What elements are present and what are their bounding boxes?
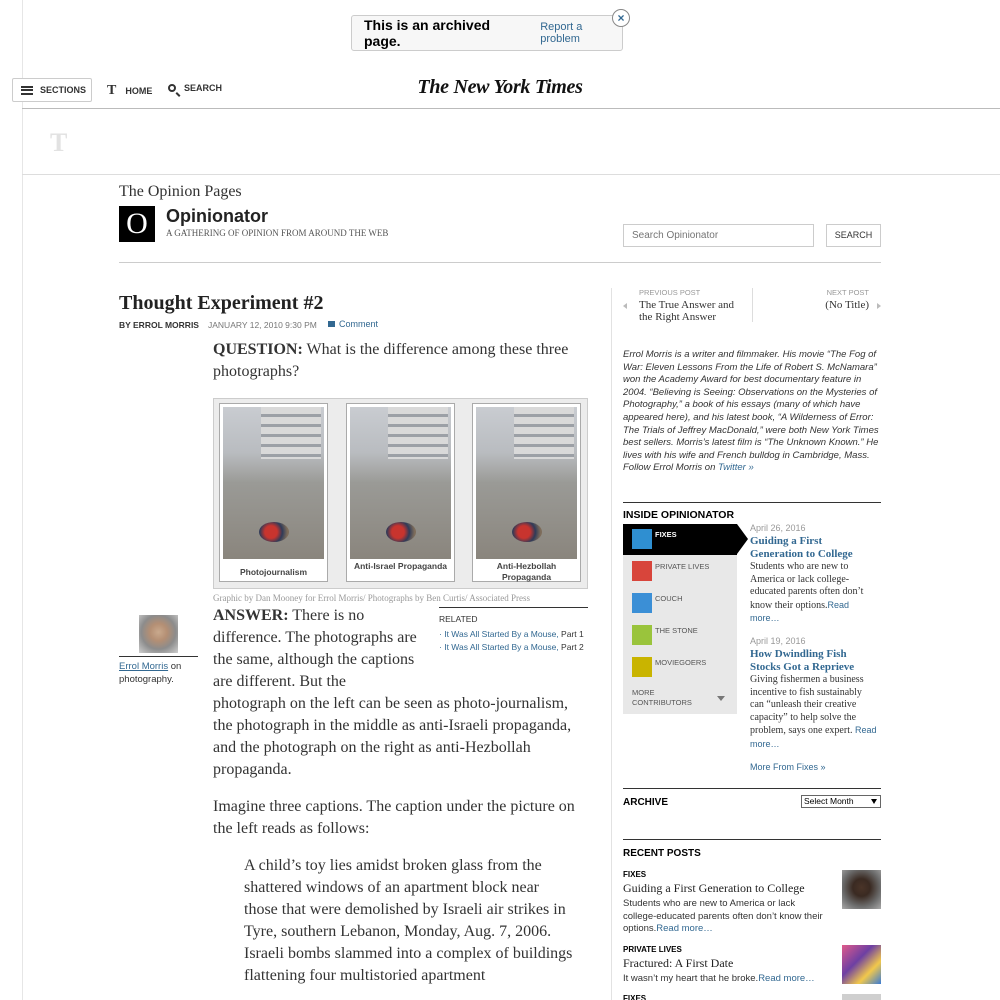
photo-image xyxy=(350,407,451,559)
next-post-title: (No Title) xyxy=(825,299,869,311)
author-suffix: on photography. xyxy=(119,661,182,685)
category-label: COUCH xyxy=(655,594,683,603)
category-private-lives[interactable] xyxy=(623,556,737,587)
related-title: RELATED xyxy=(439,614,478,624)
category-the-stone[interactable] xyxy=(623,620,737,651)
answer-text: There is no difference. The photographs are the same, although the captions are different. But the xyxy=(213,607,417,690)
recent-posts-title: RECENT POSTS xyxy=(623,848,701,859)
article-title: Thought Experiment #2 xyxy=(119,292,324,314)
sections-label: SECTIONS xyxy=(40,85,87,95)
read-more-link[interactable]: Read more… xyxy=(758,973,815,984)
inside-opinionator-title: INSIDE OPINIONATOR xyxy=(623,509,735,521)
comment-link[interactable] xyxy=(328,319,378,329)
home-label: HOME xyxy=(125,86,153,96)
archive-divider xyxy=(623,788,881,789)
related-item[interactable]: · It Was All Started By a Mouse, Part 2 xyxy=(439,642,584,652)
archive-banner xyxy=(351,15,623,51)
category-moviegoers[interactable] xyxy=(623,652,737,683)
dateline: JANUARY 12, 2010 9:30 PM xyxy=(208,320,317,330)
photo-caption: Anti-Israel Propaganda xyxy=(353,561,448,571)
left-rail xyxy=(0,0,23,1000)
archive-month-select[interactable] xyxy=(801,795,881,808)
blog-title[interactable]: Opinionator xyxy=(166,206,268,226)
search-button[interactable]: SEARCH xyxy=(826,224,881,247)
question-label: QUESTION: xyxy=(213,341,303,358)
more-contributors-dropdown[interactable] xyxy=(623,682,737,714)
next-post-label: NEXT POST xyxy=(826,288,869,297)
related-item[interactable]: · It Was All Started By a Mouse, Part 1 xyxy=(439,629,584,639)
inside-post xyxy=(750,523,878,626)
fixes-icon xyxy=(632,529,652,549)
home-link[interactable] xyxy=(107,83,152,99)
couch-icon xyxy=(632,593,652,613)
read-more-link[interactable]: Read more… xyxy=(750,725,877,749)
nyt-t-icon: T xyxy=(107,83,117,98)
read-more-link[interactable]: Read more… xyxy=(750,599,850,624)
recent-post-thumbnail[interactable] xyxy=(842,994,881,1000)
photo-graphic xyxy=(213,398,588,589)
opinionator-logo-icon[interactable]: O xyxy=(119,206,155,242)
opinion-pages-label[interactable]: The Opinion Pages xyxy=(119,183,242,200)
photo-panel xyxy=(346,403,455,582)
more-contributors-label: MORE CONTRIBUTORS xyxy=(632,688,692,707)
search-icon xyxy=(168,84,176,92)
recent-post-kicker[interactable]: FIXES xyxy=(623,994,647,1000)
recent-post-kicker[interactable]: FIXES xyxy=(623,870,647,879)
byline[interactable]: BY ERROL MORRIS xyxy=(119,320,199,330)
inside-post-headline[interactable]: How Dwindling Fish Stocks Got a Reprieve xyxy=(750,648,855,673)
more-from-fixes-link[interactable]: More From Fixes » xyxy=(750,762,826,772)
recent-post-summary-text: It wasn’t my heart that he broke. xyxy=(623,973,759,984)
ad-band xyxy=(22,110,1000,175)
the-stone-icon xyxy=(632,625,652,645)
related-link[interactable]: It Was All Started By a Mouse, xyxy=(444,642,559,652)
photo-image xyxy=(476,407,577,559)
inside-divider xyxy=(623,502,881,503)
previous-post-link[interactable] xyxy=(623,288,748,323)
search-input[interactable] xyxy=(623,224,814,247)
archive-title: ARCHIVE xyxy=(623,797,669,808)
report-problem-link[interactable]: Report a problem xyxy=(540,21,583,45)
author-note xyxy=(119,660,204,686)
inside-post-date: April 26, 2016 xyxy=(750,523,806,533)
chevron-right-icon xyxy=(877,303,881,309)
search-label: SEARCH xyxy=(184,83,223,93)
recent-post-kicker[interactable]: PRIVATE LIVES xyxy=(623,945,682,954)
category-label: MOVIEGOERS xyxy=(655,658,707,667)
inside-post-summary-text: Students who are new to America or lack college-educated parents often don’t know their options. xyxy=(750,561,864,611)
category-label: FIXES xyxy=(655,530,677,539)
category-couch[interactable] xyxy=(623,588,737,619)
inside-post-date: April 19, 2016 xyxy=(750,636,806,646)
recent-post-summary xyxy=(623,898,828,936)
hamburger-icon xyxy=(21,86,33,95)
question-text: What is the difference among these three photographs? xyxy=(213,341,569,380)
nyt-watermark-icon: T xyxy=(50,128,68,157)
graphic-credit: Graphic by Dan Mooney for Errol Morris/ Photographs by Ben Curtis/ Associated Press xyxy=(213,593,530,603)
read-more-link[interactable]: Read more… xyxy=(656,923,713,934)
inside-post xyxy=(750,636,878,752)
moviegoers-icon xyxy=(632,657,652,677)
inside-post-headline[interactable]: Guiding a First Generation to College xyxy=(750,535,853,560)
recent-post-thumbnail[interactable] xyxy=(842,870,881,909)
blog-tagline: A GATHERING OF OPINION FROM AROUND THE WEB xyxy=(166,228,389,238)
category-label: PRIVATE LIVES xyxy=(655,562,710,571)
header-divider xyxy=(119,262,881,263)
block-quote: A child’s toy lies amidst broken glass from the shattered windows of an apartment block near those that were demolished by Israeli air strikes in Tyre, southern Lebanon, Monday, Aug. 7, 2006. Israeli bombs slammed into a complex of buildings flattening four multistoried apartment xyxy=(244,857,573,984)
inside-post-summary xyxy=(750,674,878,752)
chevron-down-icon xyxy=(871,799,877,804)
archive-select-value: Select Month xyxy=(804,796,854,806)
chevron-down-icon xyxy=(717,696,725,701)
recent-post-headline[interactable]: Fractured: A First Date xyxy=(623,956,734,970)
previous-post-label: PREVIOUS POST xyxy=(639,288,701,297)
answer-label: ANSWER: xyxy=(213,607,289,624)
recent-post-thumbnail[interactable] xyxy=(842,945,881,984)
author-divider xyxy=(119,656,198,657)
comment-icon xyxy=(328,321,335,327)
category-label: THE STONE xyxy=(655,626,698,635)
recent-post-summary xyxy=(623,973,828,986)
close-icon[interactable]: × xyxy=(612,9,630,27)
private-lives-icon xyxy=(632,561,652,581)
category-fixes[interactable] xyxy=(623,524,737,555)
search-link[interactable] xyxy=(168,83,222,93)
related-box xyxy=(439,607,588,654)
photo-panel xyxy=(472,403,581,582)
photo-panel xyxy=(219,403,328,582)
author-photo xyxy=(139,615,178,653)
nyt-logo[interactable]: The New York Times xyxy=(417,76,583,98)
body-paragraph: Imagine three captions. The caption under the picture on the left reads as follows: xyxy=(213,798,575,837)
recent-divider xyxy=(623,839,881,840)
author-link[interactable]: Errol Morris xyxy=(119,661,169,672)
previous-post-title: The True Answer and the Right Answer xyxy=(639,299,735,323)
photo-caption: Anti-Hezbollah Propaganda xyxy=(496,561,557,582)
answer-paragraph-continued: photograph on the left can be seen as photo-journalism, the photograph in the middle as anti-Israeli propaganda, and the photograph on the right as anti-Hezbollah propaganda. xyxy=(213,695,572,778)
photo-caption: Photojournalism xyxy=(239,567,308,577)
photo-image xyxy=(223,407,324,559)
rail-divider xyxy=(611,288,612,1000)
recent-post-summary-text: Students who are new to America or lack college-educated parents often don’t know their options. xyxy=(623,898,823,934)
selected-category-arrow xyxy=(737,524,748,554)
sections-button[interactable] xyxy=(12,78,92,102)
chevron-left-icon xyxy=(623,303,627,309)
next-post-link[interactable] xyxy=(760,288,881,311)
related-link[interactable]: It Was All Started By a Mouse, xyxy=(444,629,559,639)
post-nav-separator xyxy=(752,288,753,322)
bio-text: Errol Morris is a writer and filmmaker. His movie “The Fog of War: Eleven Lessons From the Life of Robert S. McNamara” won the Academy Award for best documentary feature in 2004. “Believing is Seeing: Observations on the Mysteries of Photography,” a book of his essays (many of which have appeared here), and his latest book, “A Wilderness of Error: The Trials of Jeffrey MacDonald,” were both New York Times best sellers. Morris’s latest film is “The Unknown Known.” He lives with his wife and French bulldog in Cambridge, Mass. Follow Errol Morris on xyxy=(623,349,879,474)
related-part: Part 2 xyxy=(558,642,584,652)
masthead-divider xyxy=(22,108,1000,109)
inside-post-summary-text: Giving fishermen a business incentive to fish sustainably can “unleash their creative capacity” to help solve the problem, says one expert. xyxy=(750,674,864,737)
recent-post-headline[interactable]: Guiding a First Generation to College xyxy=(623,881,805,895)
inside-post-summary xyxy=(750,561,878,626)
archive-banner-text: This is an archived page. xyxy=(364,17,491,49)
author-bio xyxy=(623,349,881,475)
comment-label: Comment xyxy=(339,319,379,329)
related-part: Part 1 xyxy=(558,629,584,639)
question-paragraph xyxy=(213,339,588,383)
twitter-link[interactable]: Twitter » xyxy=(718,462,754,474)
answer-paragraph xyxy=(213,605,428,693)
